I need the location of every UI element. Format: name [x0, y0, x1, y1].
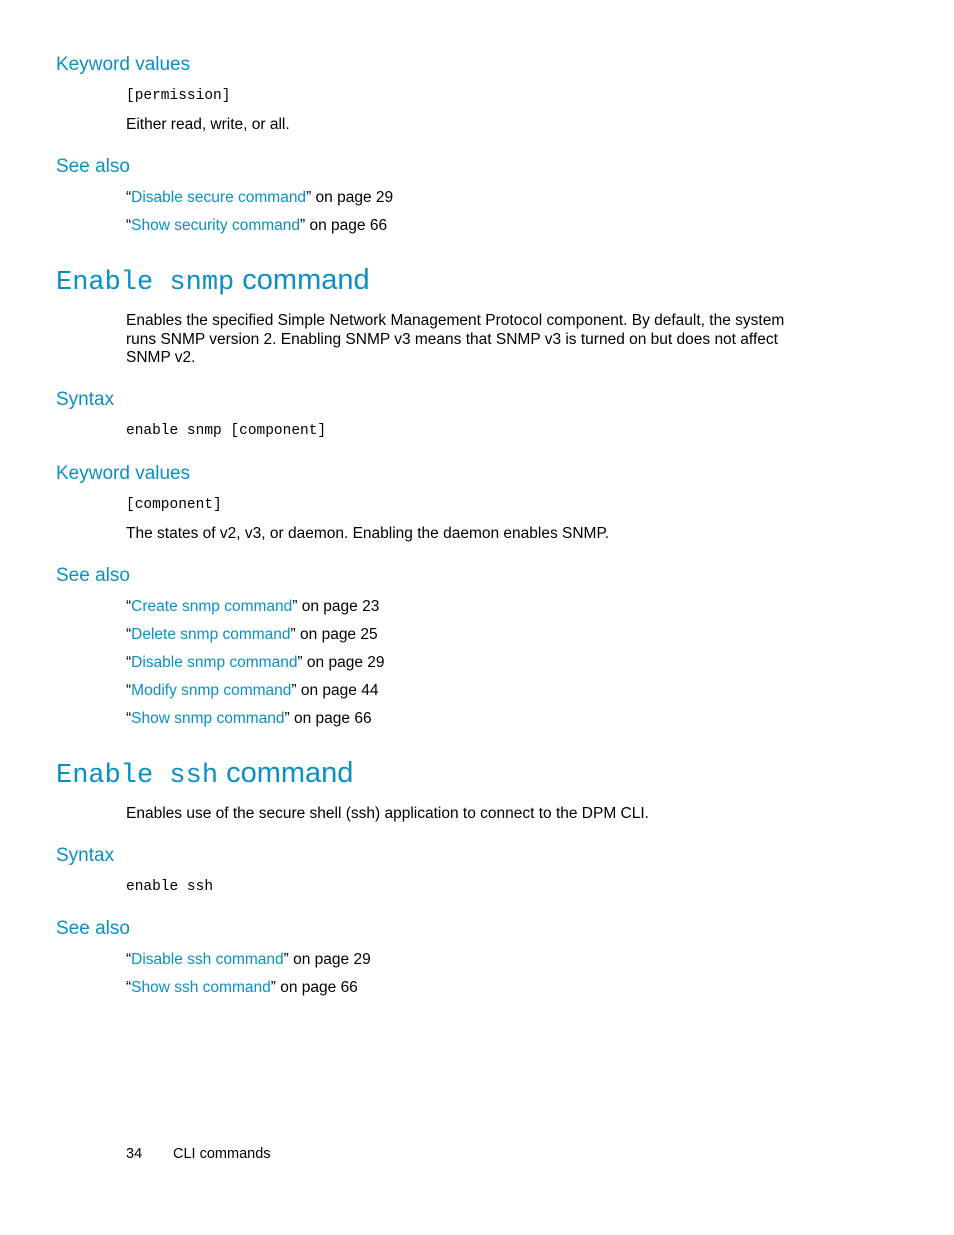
- close-quote: ”: [270, 979, 276, 996]
- on-page-text: on page: [289, 710, 355, 727]
- see-also-item: [126, 189, 393, 207]
- see-also-item: [126, 682, 378, 700]
- xref-link[interactable]: Delete snmp command: [131, 626, 291, 643]
- on-page-text: on page: [295, 626, 361, 643]
- see-also-item: [126, 217, 387, 235]
- see-also-item: [126, 979, 358, 997]
- open-quote: “: [126, 951, 132, 968]
- xref-link[interactable]: Show ssh command: [131, 979, 271, 996]
- xref-link[interactable]: Show security command: [131, 217, 301, 234]
- see-also-item: [126, 626, 378, 644]
- on-page-text: on page: [275, 979, 341, 996]
- keyword-values-heading: Keyword values: [56, 54, 191, 75]
- section-title-enable-snmp: [56, 264, 370, 298]
- page-ref: 66: [369, 217, 388, 234]
- see-also-heading: See also: [56, 565, 130, 586]
- on-page-text: on page: [297, 598, 363, 615]
- see-also-item: [126, 654, 385, 672]
- title-command-name: Enable ssh: [56, 761, 219, 791]
- page-ref: 29: [375, 189, 394, 206]
- see-also-heading: See also: [56, 918, 130, 939]
- on-page-text: on page: [311, 189, 376, 206]
- open-quote: “: [126, 189, 132, 206]
- section-title-enable-ssh: [56, 757, 353, 791]
- page-ref: 29: [353, 951, 371, 968]
- see-also-heading: See also: [56, 156, 130, 177]
- keyword-code: [component]: [126, 497, 222, 513]
- on-page-text: on page: [296, 682, 362, 699]
- page-ref: 44: [361, 682, 379, 699]
- syntax-code: enable snmp [component]: [126, 423, 327, 439]
- xref-link[interactable]: Disable ssh command: [131, 951, 284, 968]
- on-page-text: on page: [302, 654, 368, 671]
- xref-link[interactable]: Disable snmp command: [131, 654, 298, 671]
- title-command-word: command: [226, 757, 354, 789]
- close-quote: ”: [284, 710, 290, 727]
- syntax-heading: Syntax: [56, 845, 115, 866]
- xref-link[interactable]: Show snmp command: [131, 710, 285, 727]
- page-ref: 66: [354, 710, 372, 727]
- title-command-name: Enable snmp: [56, 268, 235, 298]
- keyword-code: [permission]: [126, 88, 231, 104]
- page-ref: 29: [367, 654, 385, 671]
- open-quote: “: [126, 682, 132, 699]
- open-quote: “: [126, 626, 132, 643]
- syntax-heading: Syntax: [56, 389, 115, 410]
- close-quote: ”: [283, 951, 289, 968]
- title-command-word: command: [242, 264, 370, 296]
- close-quote: ”: [300, 217, 306, 234]
- xref-link[interactable]: Modify snmp command: [131, 682, 292, 699]
- snmp-description: Enables the specified Simple Network Management Protocol component. By default, the system runs SNMP version 2. Enabling SNMP v3 means that SNMP v3 is turned on but does not affect SNMP v2.: [126, 312, 785, 366]
- on-page-text: on page: [305, 217, 370, 234]
- see-also-item: [126, 598, 379, 616]
- keyword-values-heading: Keyword values: [56, 463, 191, 484]
- close-quote: ”: [291, 682, 297, 699]
- keyword-description: The states of v2, v3, or daemon. Enabling the daemon enables SNMP.: [126, 525, 610, 542]
- xref-link[interactable]: Create snmp command: [131, 598, 293, 615]
- page-number: 34: [126, 1146, 143, 1162]
- page-ref: 23: [362, 598, 380, 615]
- page-ref: 25: [360, 626, 378, 643]
- keyword-description: Either read, write, or all.: [126, 116, 290, 133]
- close-quote: ”: [306, 189, 312, 206]
- syntax-code: enable ssh: [126, 879, 214, 895]
- xref-link[interactable]: Disable secure command: [131, 189, 307, 206]
- open-quote: “: [126, 654, 132, 671]
- open-quote: “: [126, 598, 132, 615]
- close-quote: ”: [297, 654, 303, 671]
- open-quote: “: [126, 979, 132, 996]
- see-also-item: [126, 951, 371, 969]
- page-ref: 66: [340, 979, 358, 996]
- on-page-text: on page: [288, 951, 354, 968]
- close-quote: ”: [292, 598, 298, 615]
- close-quote: ”: [290, 626, 296, 643]
- ssh-description: Enables use of the secure shell (ssh) application to connect to the DPM CLI.: [126, 805, 649, 822]
- footer-section-title: CLI commands: [173, 1146, 271, 1162]
- open-quote: “: [126, 710, 132, 727]
- open-quote: “: [126, 217, 132, 234]
- see-also-item: [126, 710, 372, 728]
